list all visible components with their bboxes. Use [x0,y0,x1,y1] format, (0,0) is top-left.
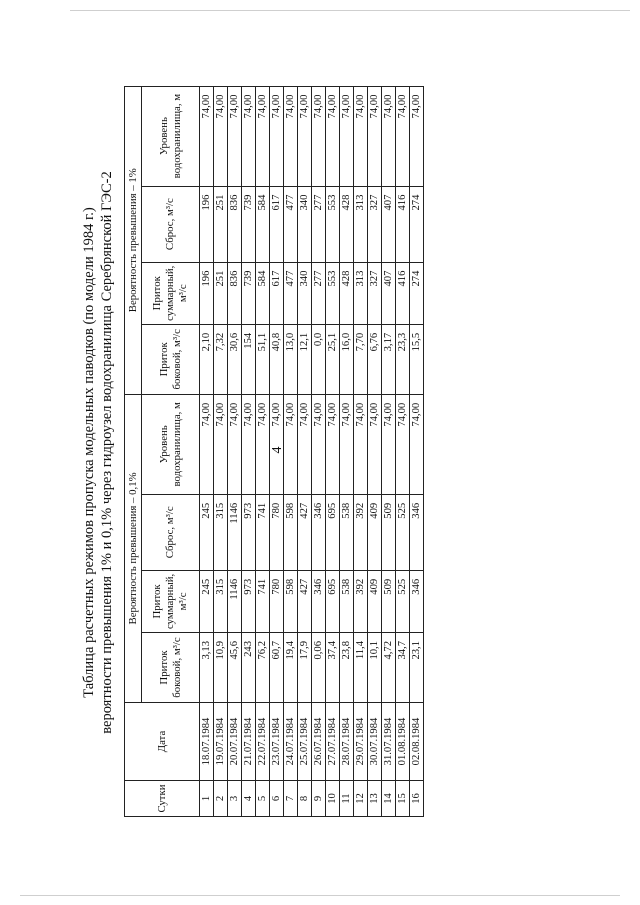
cell-day: 1 [200,781,214,817]
cell-total-inflow: 340 [298,262,312,324]
cell-discharge: 277 [312,186,326,262]
cell-discharge: 427 [298,494,312,570]
cell-date: 20.07.1984 [228,703,242,781]
header-total-inflow: Приток суммарный, м³/с [142,262,200,324]
title-line-1: Таблица расчетных режимов пропуска модельных паводков (по модели 1984 г.) [81,207,97,698]
header-level: Уровень водохранилища, м [142,394,200,494]
cell-side-inflow: 154 [242,324,256,394]
cell-side-inflow: 60,7 [270,633,284,703]
cell-discharge: 245 [200,494,214,570]
cell-discharge: 836 [228,186,242,262]
cell-total-inflow: 525 [396,570,410,632]
cell-level: 74,00 [200,86,214,186]
cell-discharge: 251 [214,186,228,262]
cell-discharge: 327 [368,186,382,262]
cell-discharge: 274 [410,186,424,262]
cell-date: 28.07.1984 [340,703,354,781]
cell-date: 24.07.1984 [284,703,298,781]
cell-date: 19.07.1984 [214,703,228,781]
flood-regime-table [124,86,424,817]
cell-total-inflow: 780 [270,570,284,632]
cell-level: 74,00 [298,394,312,494]
cell-side-inflow: 19,4 [284,633,298,703]
cell-level: 74,00 [354,86,368,186]
cell-side-inflow: 23,8 [340,633,354,703]
cell-day: 10 [326,781,340,817]
cell-total-inflow: 245 [200,570,214,632]
cell-side-inflow: 16,0 [340,324,354,394]
cell-side-inflow: 243 [242,633,256,703]
cell-total-inflow: 315 [214,570,228,632]
table-row [214,86,228,816]
cell-side-inflow: 6,76 [368,324,382,394]
cell-level: 74,00 [410,86,424,186]
cell-side-inflow: 3,13 [200,633,214,703]
table-row [312,86,326,816]
header-discharge: Сброс, м³/с [142,494,200,570]
header-side-inflow: Приток боковой, м³/с [142,633,200,703]
cell-discharge: 538 [340,494,354,570]
cell-level: 74,00 [256,86,270,186]
cell-level: 74,00 [354,394,368,494]
cell-total-inflow: 407 [382,262,396,324]
cell-discharge: 741 [256,494,270,570]
cell-discharge: 428 [340,186,354,262]
cell-day: 11 [340,781,354,817]
cell-total-inflow: 739 [242,262,256,324]
cell-day: 9 [312,781,326,817]
cell-total-inflow: 617 [270,262,284,324]
header-day: Сутки [125,781,200,817]
cell-side-inflow: 40,8 [270,324,284,394]
cell-level: 74,00 [242,86,256,186]
cell-discharge: 1146 [228,494,242,570]
cell-level: 74,00 [396,394,410,494]
table-row [242,86,256,816]
cell-discharge: 477 [284,186,298,262]
cell-date: 31.07.1984 [382,703,396,781]
cell-total-inflow: 598 [284,570,298,632]
cell-level: 74,00 [242,394,256,494]
cell-total-inflow: 836 [228,262,242,324]
cell-date: 01.08.1984 [396,703,410,781]
cell-discharge: 695 [326,494,340,570]
cell-total-inflow: 741 [256,570,270,632]
cell-level: 74,00 [410,394,424,494]
cell-discharge: 409 [368,494,382,570]
cell-level: 74,00 [270,86,284,186]
cell-discharge: 196 [200,186,214,262]
cell-discharge: 598 [284,494,298,570]
cell-level: 74,00 [228,86,242,186]
cell-side-inflow: 13,0 [284,324,298,394]
cell-day: 8 [298,781,312,817]
cell-side-inflow: 0,0 [312,324,326,394]
cell-day: 12 [354,781,368,817]
cell-side-inflow: 76,2 [256,633,270,703]
cell-total-inflow: 196 [200,262,214,324]
table-body [200,86,424,816]
cell-day: 13 [368,781,382,817]
cell-discharge: 525 [396,494,410,570]
cell-side-inflow: 25,1 [326,324,340,394]
table-row [298,86,312,816]
cell-level: 74,00 [200,394,214,494]
table-row [410,86,424,816]
cell-date: 29.07.1984 [354,703,368,781]
cell-day: 16 [410,781,424,817]
cell-discharge: 617 [270,186,284,262]
cell-side-inflow: 12,1 [298,324,312,394]
cell-level: 74,00 [298,86,312,186]
cell-level: 74,00 [270,394,284,494]
cell-side-inflow: 15,5 [410,324,424,394]
cell-side-inflow: 51,1 [256,324,270,394]
cell-discharge: 509 [382,494,396,570]
cell-discharge: 340 [298,186,312,262]
cell-total-inflow: 1146 [228,570,242,632]
cell-discharge: 416 [396,186,410,262]
cell-day: 3 [228,781,242,817]
cell-total-inflow: 346 [312,570,326,632]
cell-total-inflow: 392 [354,570,368,632]
cell-level: 74,00 [284,86,298,186]
cell-total-inflow: 313 [354,262,368,324]
cell-discharge: 780 [270,494,284,570]
cell-level: 74,00 [326,394,340,494]
table-row [354,86,368,816]
cell-date: 27.07.1984 [326,703,340,781]
cell-side-inflow: 17,9 [298,633,312,703]
cell-day: 14 [382,781,396,817]
cell-day: 6 [270,781,284,817]
cell-level: 74,00 [368,394,382,494]
cell-discharge: 313 [354,186,368,262]
cell-total-inflow: 327 [368,262,382,324]
page-number: 4 [270,446,285,454]
cell-date: 26.07.1984 [312,703,326,781]
cell-side-inflow: 4,72 [382,633,396,703]
header-date: Дата [125,703,200,781]
cell-side-inflow: 10,9 [214,633,228,703]
cell-discharge: 739 [242,186,256,262]
cell-level: 74,00 [382,86,396,186]
cell-total-inflow: 477 [284,262,298,324]
cell-discharge: 392 [354,494,368,570]
cell-date: 18.07.1984 [200,703,214,781]
table-row [228,86,242,816]
cell-level: 74,00 [382,394,396,494]
cell-side-inflow: 34,7 [396,633,410,703]
cell-date: 02.08.1984 [410,703,424,781]
cell-discharge: 346 [410,494,424,570]
header-group-1pct: Вероятность превышения – 1% [125,86,142,394]
document-title [80,0,116,905]
header-discharge: Сброс, м³/с [142,186,200,262]
cell-side-inflow: 23,3 [396,324,410,394]
cell-total-inflow: 973 [242,570,256,632]
cell-side-inflow: 3,17 [382,324,396,394]
cell-total-inflow: 428 [340,262,354,324]
cell-day: 5 [256,781,270,817]
cell-total-inflow: 346 [410,570,424,632]
table-row [200,86,214,816]
cell-total-inflow: 251 [214,262,228,324]
cell-discharge: 973 [242,494,256,570]
cell-date: 21.07.1984 [242,703,256,781]
cell-total-inflow: 553 [326,262,340,324]
header-total-inflow: Приток суммарный, м³/с [142,570,200,632]
cell-side-inflow: 30,6 [228,324,242,394]
cell-total-inflow: 277 [312,262,326,324]
cell-level: 74,00 [326,86,340,186]
cell-level: 74,00 [396,86,410,186]
cell-discharge: 407 [382,186,396,262]
cell-total-inflow: 509 [382,570,396,632]
cell-total-inflow: 538 [340,570,354,632]
cell-side-inflow: 7,32 [214,324,228,394]
table-row [382,86,396,816]
cell-side-inflow: 0,06 [312,633,326,703]
cell-level: 74,00 [368,86,382,186]
cell-discharge: 315 [214,494,228,570]
cell-total-inflow: 695 [326,570,340,632]
cell-side-inflow: 45,6 [228,633,242,703]
cell-level: 74,00 [340,394,354,494]
cell-total-inflow: 584 [256,262,270,324]
table-row [326,86,340,816]
table-row [340,86,354,816]
cell-day: 15 [396,781,410,817]
cell-level: 74,00 [284,394,298,494]
cell-day: 4 [242,781,256,817]
cell-date: 23.07.1984 [270,703,284,781]
cell-side-inflow: 11,4 [354,633,368,703]
cell-side-inflow: 10,1 [368,633,382,703]
cell-total-inflow: 409 [368,570,382,632]
cell-total-inflow: 274 [410,262,424,324]
cell-date: 25.07.1984 [298,703,312,781]
header-level: Уровень водохранилища, м [142,86,200,186]
table-row [396,86,410,816]
table-row [284,86,298,816]
cell-level: 74,00 [312,394,326,494]
cell-total-inflow: 427 [298,570,312,632]
cell-date: 22.07.1984 [256,703,270,781]
header-side-inflow: Приток боковой, м³/с [142,324,200,394]
table-row [368,86,382,816]
cell-level: 74,00 [214,394,228,494]
cell-discharge: 346 [312,494,326,570]
cell-date: 30.07.1984 [368,703,382,781]
cell-level: 74,00 [256,394,270,494]
cell-day: 7 [284,781,298,817]
cell-side-inflow: 23,1 [410,633,424,703]
cell-discharge: 584 [256,186,270,262]
cell-level: 74,00 [340,86,354,186]
table-row [270,86,284,816]
cell-day: 2 [214,781,228,817]
cell-level: 74,00 [214,86,228,186]
cell-level: 74,00 [228,394,242,494]
cell-discharge: 553 [326,186,340,262]
cell-level: 74,00 [312,86,326,186]
cell-total-inflow: 416 [396,262,410,324]
title-line-2: вероятности превышения 1% и 0,1% через гидроузел водохранилища Серебрянской ГЭС-2 [99,171,115,734]
table-row [256,86,270,816]
header-group-0-1pct: Вероятность превышения – 0,1% [125,394,142,702]
cell-side-inflow: 2,10 [200,324,214,394]
cell-side-inflow: 37,4 [326,633,340,703]
cell-side-inflow: 7,70 [354,324,368,394]
